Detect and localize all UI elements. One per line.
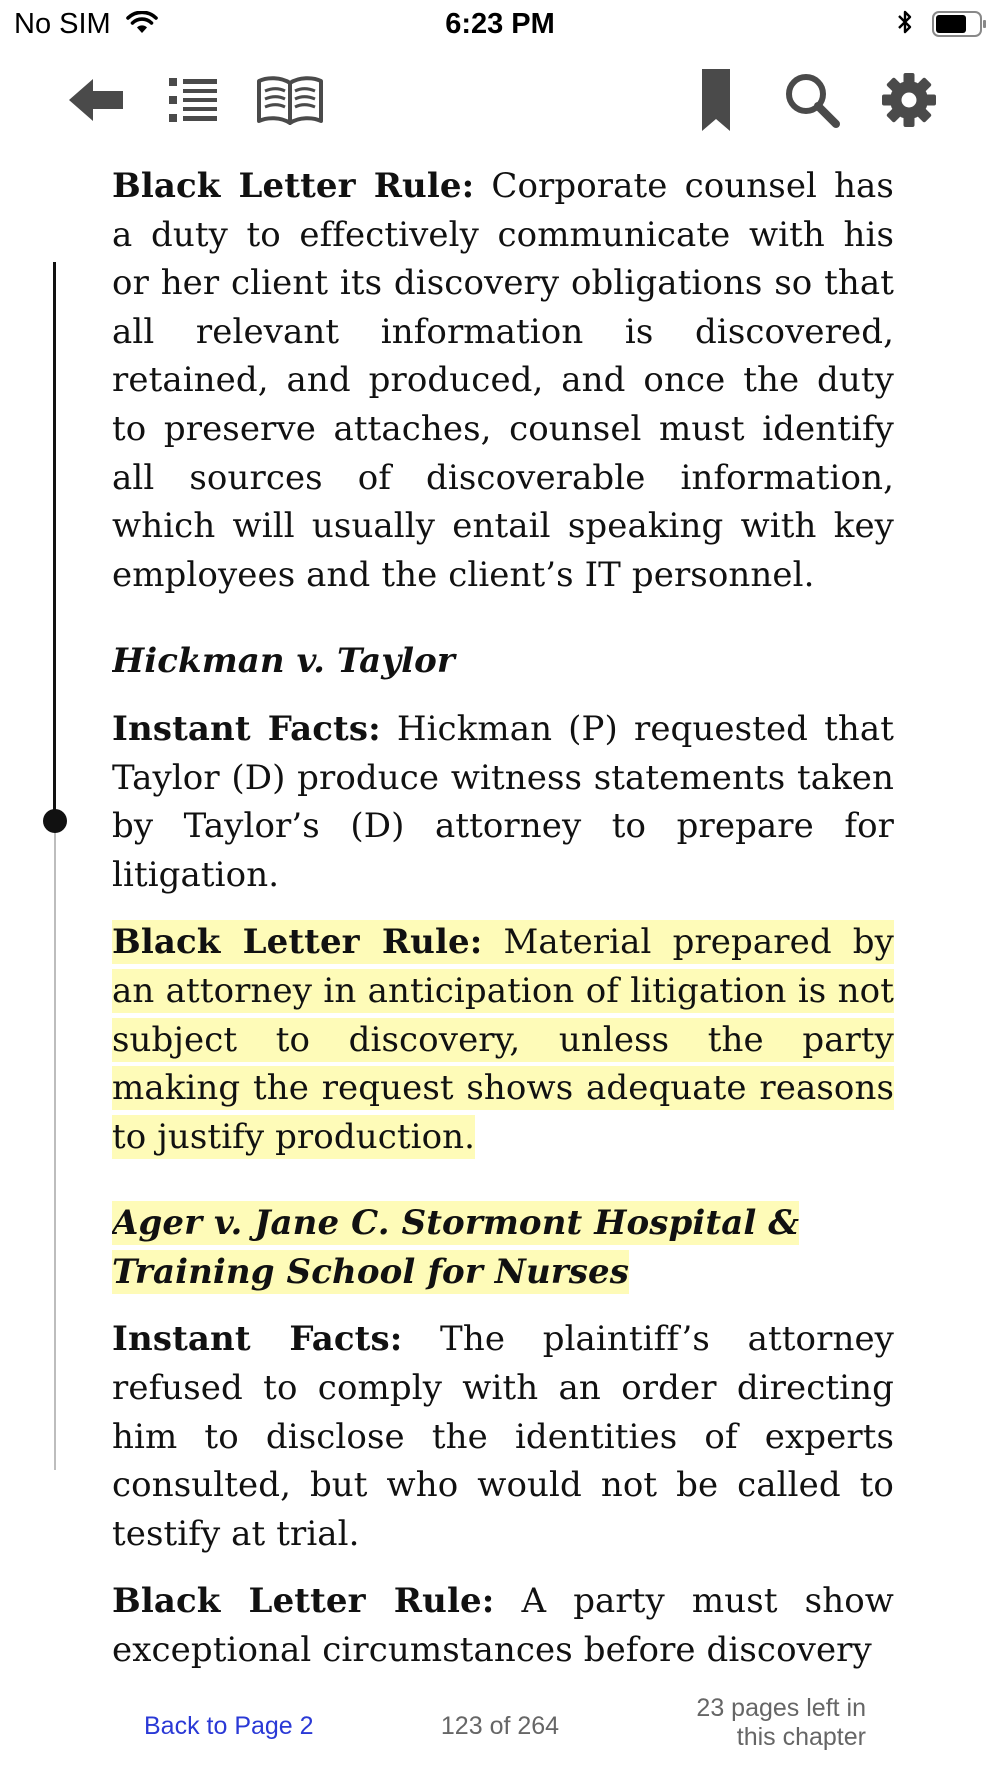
rule-label: Black Letter Rule: (112, 1581, 495, 1622)
reading-progress-handle[interactable] (43, 809, 67, 833)
rule-text-highlighted: Material prepared by an attorney in anticipation of litigation is not subject to discovery, unless the party making the request shows adequate reasons to justify production. (112, 922, 894, 1157)
pages-left-line-2: this chapter (736, 1723, 866, 1751)
reader-toolbar (0, 60, 1000, 140)
open-book-icon[interactable] (250, 60, 330, 140)
back-arrow-icon[interactable] (56, 60, 136, 140)
facts-text: The plaintiff’s attorney refused to comply with an order directing him to disclose the identities of experts consulted, but who would not be called to testify at trial. (112, 1319, 894, 1554)
block-black-letter-rule-ager (112, 1577, 894, 1670)
reading-progress-read (53, 262, 56, 820)
reader-content (112, 162, 894, 1670)
pages-left-in-chapter (660, 1694, 866, 1752)
facts-text: Hickman (P) requested that Taylor (D) produce witness statements taken by Taylor’s (D) attorney to prepare for litigation. (112, 708, 894, 895)
status-time: 6:23 PM (445, 8, 555, 40)
facts-label: Instant Facts: (112, 708, 381, 749)
case-title-ager-highlighted: Ager v. Jane C. Stormont Hospital & Training School for Nurses (112, 1203, 800, 1292)
facts-label: Instant Facts: (112, 1319, 403, 1360)
page-count: 123 of 264 (440, 1712, 560, 1740)
bookmark-icon[interactable] (676, 60, 756, 140)
block-black-letter-rule-hickman (112, 918, 894, 1161)
rule-text: A party must show exceptional circumstances before discovery (112, 1581, 894, 1670)
block-instant-facts-hickman (112, 705, 894, 899)
search-icon[interactable] (772, 60, 852, 140)
rule-label: Black Letter Rule: (112, 922, 483, 963)
back-to-page-link[interactable]: Back to Page 2 (144, 1712, 314, 1740)
table-of-contents-icon[interactable] (153, 60, 233, 140)
rule-text: Corporate counsel has a duty to effectively communicate with his or her client its discovery obligations so that all relevant information is discovered, retained, and produced, and once the duty to preserve attaches, counsel must identify all sources of discoverable information, which will usually entail speaking with key employees and the client’s IT personnel. (112, 166, 894, 595)
case-title-hickman: Hickman v. Taylor (112, 641, 455, 682)
rule-label: Black Letter Rule: (112, 166, 475, 206)
battery-icon (932, 11, 988, 37)
carrier-label: No SIM (14, 8, 111, 40)
status-bar (0, 0, 1000, 52)
case-title-ager (112, 1199, 894, 1296)
block-instant-facts-ager (112, 1315, 894, 1558)
reading-progress-remaining (54, 820, 56, 1470)
block-black-letter-rule-1 (112, 162, 894, 599)
reader-footer (0, 1692, 1000, 1762)
bluetooth-icon (896, 8, 914, 44)
pages-left-line-1: 23 pages left in (696, 1694, 866, 1722)
gear-icon[interactable] (869, 60, 949, 140)
